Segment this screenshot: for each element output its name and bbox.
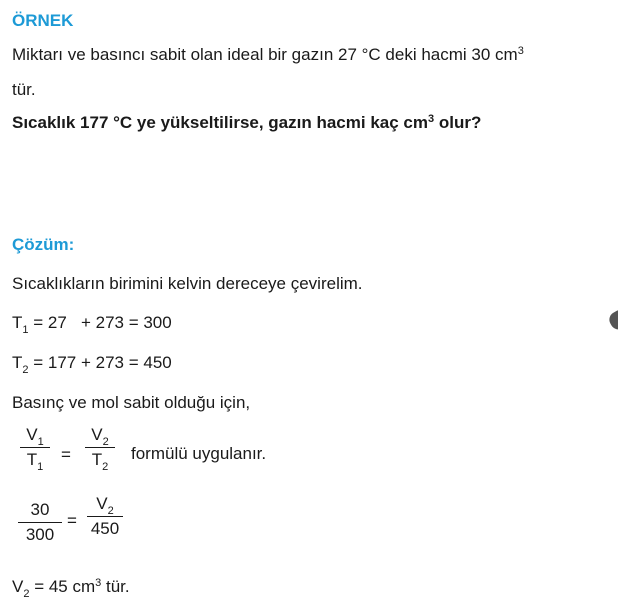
page-edge-mark bbox=[606, 310, 618, 333]
substitution-right-fraction-bar bbox=[87, 516, 123, 517]
formula-right-denominator: $T_2$ bbox=[91, 450, 109, 473]
problem-question bbox=[12, 113, 481, 133]
formula-left-numerator: $V_1$ bbox=[26, 425, 44, 448]
substitution-right-fraction bbox=[87, 494, 123, 539]
t2-var: T bbox=[12, 353, 23, 372]
formula-equals: = bbox=[61, 445, 71, 464]
problem-line-1-text: Miktarı ve basıncı sabit olan ideal bir gazın 27 °C deki hacmi 30 cm bbox=[12, 45, 518, 64]
formula-right-numerator: $V_2$ bbox=[91, 425, 109, 448]
result-exponent: 3 bbox=[95, 577, 102, 589]
t1-equation bbox=[12, 313, 172, 336]
formula-left-denominator: $T_1$ bbox=[26, 450, 44, 473]
solution-heading: Çözüm: bbox=[12, 235, 75, 254]
problem-line-2: tür. bbox=[12, 80, 36, 99]
result-var: V bbox=[12, 577, 24, 596]
condition-text: Basınç ve mol sabit olduğu için, bbox=[12, 393, 251, 412]
formula-right-fraction bbox=[85, 425, 115, 473]
substitution-right-denominator: 450 bbox=[90, 519, 120, 538]
t1-sub: 1 bbox=[22, 324, 29, 336]
problem-line-1 bbox=[12, 45, 524, 65]
question-exponent: 3 bbox=[427, 113, 435, 125]
t2-sub: 2 bbox=[22, 364, 29, 376]
question-text: Sıcaklık 177 °C ye yükseltilirse, gazın hacmi kaç cm bbox=[12, 113, 428, 132]
substitution-right-numerator: $V_2$ bbox=[96, 494, 114, 517]
solution-intro: Sıcaklıkların birimini kelvin dereceye çevirelim. bbox=[12, 274, 363, 293]
result-equation bbox=[12, 577, 130, 600]
substitution-left-fraction bbox=[18, 500, 62, 545]
result-expr: = 45 cm bbox=[29, 577, 96, 596]
example-heading: ÖRNEK bbox=[12, 11, 74, 30]
substitution-left-numerator: 30 bbox=[30, 500, 50, 519]
formula-note: formülü uygulanır. bbox=[131, 444, 267, 463]
formula-right-fraction-bar bbox=[85, 447, 115, 448]
question-end: olur? bbox=[434, 113, 482, 132]
t2-equation bbox=[12, 353, 172, 376]
substitution-left-fraction-bar bbox=[18, 522, 62, 523]
t1-expr: = 27 + 273 = 300 bbox=[28, 313, 172, 332]
formula-left-fraction-bar bbox=[20, 447, 50, 448]
t1-var: T bbox=[12, 313, 23, 332]
substitution-equals: = bbox=[67, 511, 77, 530]
t2-expr: = 177 + 273 = 450 bbox=[28, 353, 172, 372]
formula-left-fraction bbox=[20, 425, 50, 473]
substitution-left-denominator: 300 bbox=[25, 525, 55, 544]
result-sub: 2 bbox=[23, 588, 30, 600]
result-end: tür. bbox=[101, 577, 130, 596]
unit-exponent: 3 bbox=[517, 45, 524, 57]
